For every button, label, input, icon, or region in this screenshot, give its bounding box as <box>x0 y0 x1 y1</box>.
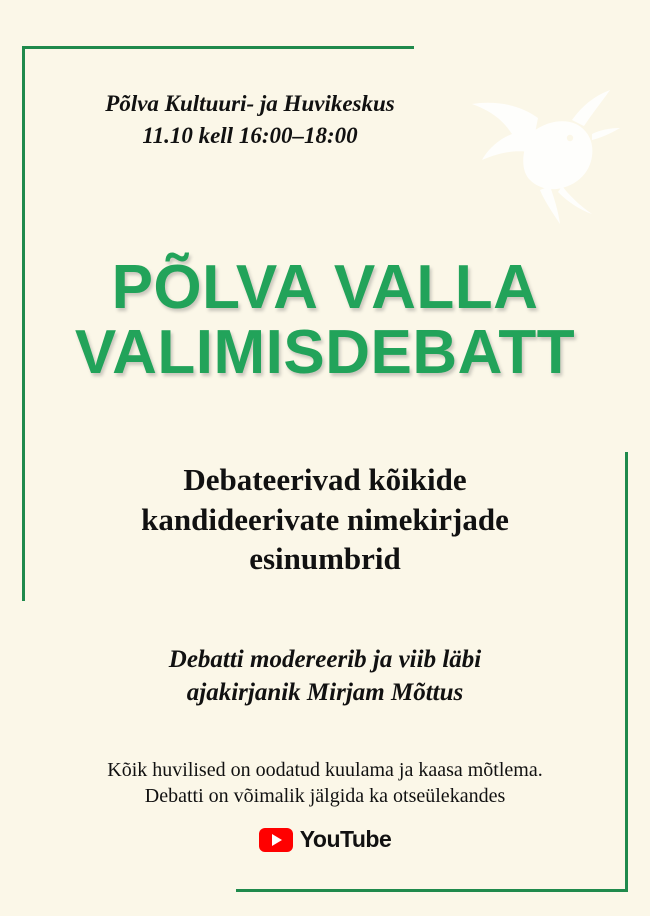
attendance-note <box>20 757 630 810</box>
venue-line: Põlva Kultuuri- ja Huvikeskus <box>105 91 395 116</box>
datetime-line: 11.10 kell 16:00–18:00 <box>142 122 358 148</box>
subtitle <box>30 460 620 579</box>
moderator-info <box>40 643 610 710</box>
subtitle-line-3: esinumbrid <box>249 541 401 577</box>
subtitle-line-1: Debateerivad kõikide <box>183 462 467 497</box>
moderator-line-2: ajakirjanik Mirjam Mõttus <box>186 679 464 707</box>
hummingbird-icon <box>442 60 622 230</box>
note-line-2: Debatti on võimalik jälgida ka otseülekandes <box>144 785 506 808</box>
youtube-label: YouTube <box>299 826 392 852</box>
frame-line-bottom <box>236 889 628 892</box>
frame-line-top <box>22 46 414 49</box>
moderator-line-1: Debatti modereerib ja viib läbi <box>168 646 482 673</box>
youtube-play-icon <box>259 828 293 852</box>
title-line-2: VALIMISDEBATT <box>74 318 576 388</box>
youtube-logo <box>0 826 650 853</box>
title-line-1: PÕLVA VALLA <box>111 253 539 322</box>
page-title <box>16 253 634 388</box>
event-venue-and-time <box>40 88 460 151</box>
subtitle-line-2: kandideerivate nimekirjade <box>141 501 509 537</box>
note-line-1: Kõik huvilised on oodatud kuulama ja kaasa mõtlema. <box>107 759 543 781</box>
